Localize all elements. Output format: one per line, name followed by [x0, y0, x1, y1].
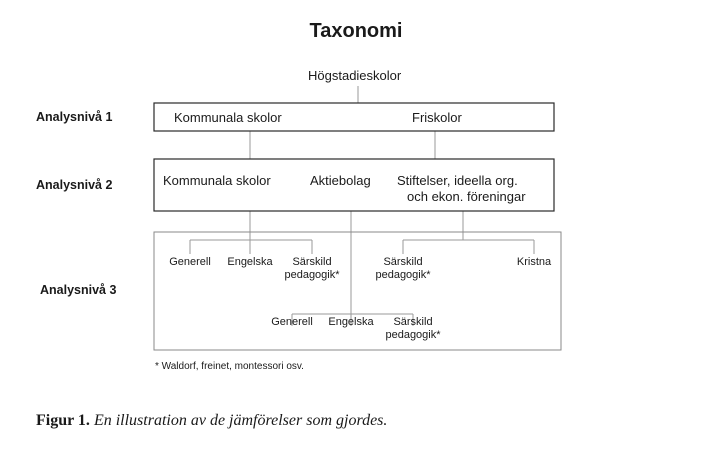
level3-stiftelser-pedagogik: pedagogik*	[375, 269, 431, 281]
figure-caption-label: Figur 1.	[36, 412, 90, 429]
level3-aktiebolag-pedagogik: pedagogik*	[385, 329, 441, 341]
footnote: * Waldorf, freinet, montessori osv.	[155, 361, 304, 372]
level2-node-stiftelser-line1: Stiftelser, ideella org.	[397, 173, 518, 188]
level2-node-kommunala-skolor: Kommunala skolor	[163, 173, 271, 188]
level-label-3: Analysnivå 3	[40, 283, 117, 297]
figure-caption	[36, 412, 387, 430]
level3-kommunala-engelska: Engelska	[227, 256, 273, 268]
level3-box	[154, 232, 561, 350]
level3-kommunala-pedagogik: pedagogik*	[284, 269, 340, 281]
level3-stiftelser-kristna: Kristna	[516, 256, 552, 268]
level3-aktiebolag-engelska: Engelska	[328, 316, 374, 328]
level2-node-stiftelser-line2: och ekon. föreningar	[407, 189, 526, 204]
diagram-title: Taxonomi	[309, 20, 403, 42]
level3-kommunala-generell: Generell	[169, 256, 211, 268]
level2-node-aktiebolag: Aktiebolag	[310, 173, 371, 188]
level1-node-friskolor: Friskolor	[400, 110, 462, 125]
level1-node-kommunala-skolor: Kommunala skolor	[174, 110, 286, 125]
level-label-2: Analysnivå 2	[36, 178, 113, 192]
level3-kommunala-sarskild: Särskild	[292, 256, 332, 268]
level3-aktiebolag-sarskild: Särskild	[393, 316, 433, 328]
level3-stiftelser-sarskild: Särskild	[383, 256, 423, 268]
root-node-label: Högstadieskolor	[308, 68, 402, 83]
figure-caption-text: En illustration av de jämförelser som gjordes.	[93, 412, 388, 429]
level-label-1: Analysnivå 1	[36, 110, 113, 124]
level3-aktiebolag-generell: Generell	[271, 316, 313, 328]
